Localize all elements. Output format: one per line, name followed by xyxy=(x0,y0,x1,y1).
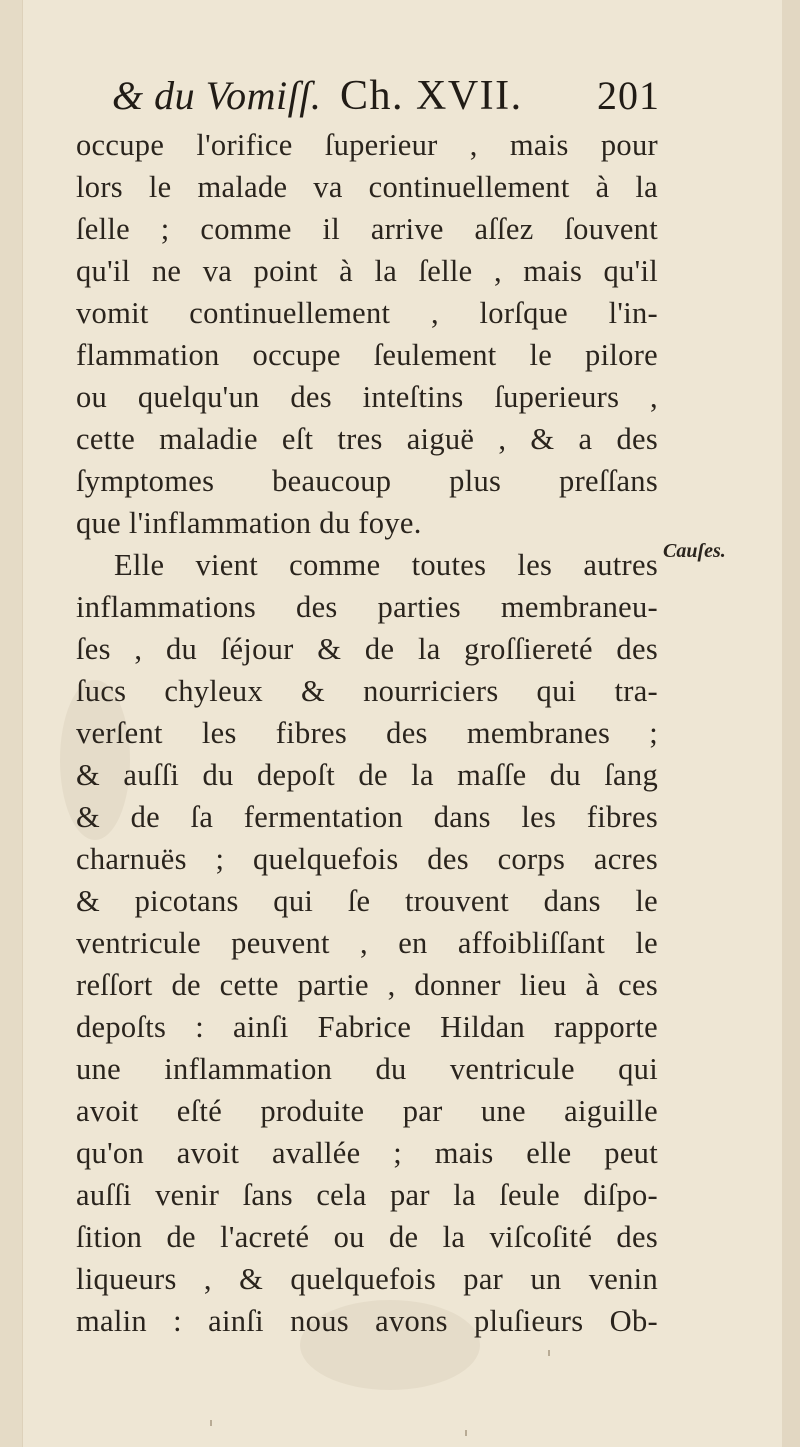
text-line: charnuës ; quelquefois des corps acres xyxy=(76,842,658,876)
text-line: verſent les fibres des membranes ; xyxy=(76,716,658,750)
text-line: cette maladie eſt tres aiguë , & a des xyxy=(76,422,658,456)
text-line: & auſſi du depoſt de la maſſe du ſang xyxy=(76,758,658,792)
page-edge-right xyxy=(782,0,800,1447)
text-line: malin : ainſi nous avons pluſieurs Ob- xyxy=(76,1304,658,1338)
text-line: inflammations des parties membraneu- xyxy=(76,590,658,624)
text-line: flammation occupe ſeulement le pilore xyxy=(76,338,658,372)
text-line: & picotans qui ſe trouvent dans le xyxy=(76,884,658,918)
running-header xyxy=(90,72,660,132)
paper-speck xyxy=(465,1430,467,1436)
text-line: vomit continuellement , lorſque l'in- xyxy=(76,296,658,330)
text-line: ſes , du ſéjour & de la groſſiereté des xyxy=(76,632,658,666)
text-line: avoit eſté produite par une aiguille xyxy=(76,1094,658,1128)
paragraph-2 xyxy=(76,544,658,1342)
margin-note: Cauſes. xyxy=(663,540,726,562)
text-line: liqueurs , & quelquefois par un venin xyxy=(76,1262,658,1296)
text-line: qu'on avoit avallée ; mais elle peut xyxy=(76,1136,658,1170)
text-line: reſſort de cette partie , donner lieu à ces xyxy=(76,968,658,1002)
text-line: auſſi venir ſans cela par la ſeule diſpo- xyxy=(76,1178,658,1212)
text-line: depoſts : ainſi Fabrice Hildan rapporte xyxy=(76,1010,658,1044)
page-gutter-left xyxy=(0,0,23,1447)
text-line: que l'inflammation du foye. xyxy=(76,506,422,540)
text-line: ſition de l'acreté ou de la viſcoſité des xyxy=(76,1220,658,1254)
text-line: ſucs chyleux & nourriciers qui tra- xyxy=(76,674,658,708)
text-line: une inflammation du ventricule qui xyxy=(76,1052,658,1086)
text-line: occupe l'orifice ſuperieur , mais pour xyxy=(76,128,658,162)
text-line: Elle vient comme toutes les autres xyxy=(114,548,658,582)
text-line: ſymptomes beaucoup plus preſſans xyxy=(76,464,658,498)
chapter-heading: Ch. XVII. xyxy=(340,73,523,119)
paper-speck xyxy=(548,1350,550,1356)
text-line: ſelle ; comme il arrive aſſez ſouvent xyxy=(76,212,658,246)
text-line: qu'il ne va point à la ſelle , mais qu'il xyxy=(76,254,658,288)
paper-speck xyxy=(210,1420,212,1426)
text-line: lors le malade va continuellement à la xyxy=(76,170,658,204)
body-text xyxy=(76,124,658,1342)
paragraph-1 xyxy=(76,124,658,544)
text-line: & de ſa fermentation dans les fibres xyxy=(76,800,658,834)
text-line: ou quelqu'un des inteſtins ſuperieurs , xyxy=(76,380,658,414)
text-line: ventricule peuvent , en affoibliſſant le xyxy=(76,926,658,960)
page-number: 201 xyxy=(597,73,660,118)
running-title: & du Vomiſſ. xyxy=(112,73,322,118)
